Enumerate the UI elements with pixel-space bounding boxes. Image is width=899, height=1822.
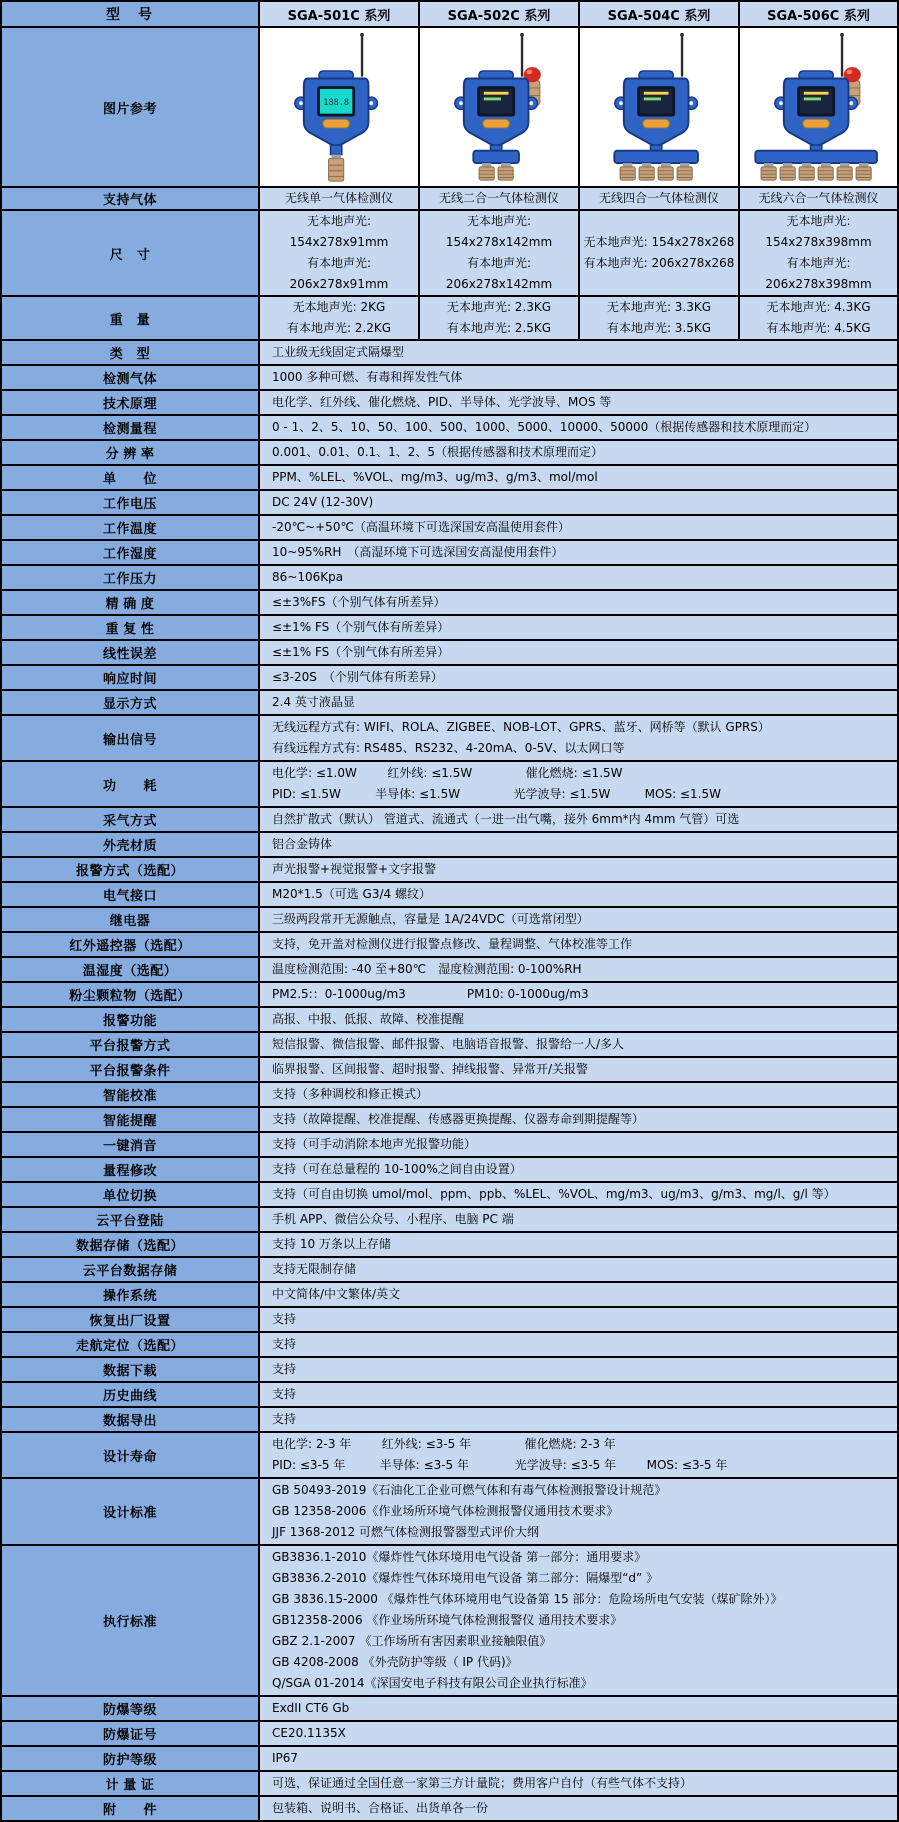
spec-cell [259, 761, 898, 807]
spec-value: 0.001、0.01、0.1、1、2、5（根据传感器和技术原理而定） [272, 445, 604, 459]
spec-value: 无本地声光: 154x278x142mm [445, 214, 553, 249]
spec-cell [259, 1307, 898, 1332]
spec-cell [259, 1257, 898, 1282]
table-row [1, 415, 898, 440]
spec-value: 中文简体/中文繁体/英文 [272, 1287, 401, 1301]
row-label: 量程修改 [1, 1157, 259, 1182]
spec-value: 有线远程方式有: RS485、RS232、4-20mA、0-5V、以太网口等 [272, 741, 625, 755]
spec-cell [259, 340, 898, 365]
spec-cell [259, 540, 898, 565]
row-label: 单 位 [1, 465, 259, 490]
table-row [1, 1382, 898, 1407]
table-row [1, 932, 898, 957]
spec-cell [259, 365, 898, 390]
spec-value: 电化学: 2-3 年 红外线: ≤3-5 年 催化燃烧: 2-3 年 [272, 1437, 616, 1451]
spec-cell [259, 390, 898, 415]
row-label: 平台报警条件 [1, 1057, 259, 1082]
spec-cell [259, 1721, 898, 1746]
spec-cell [259, 690, 898, 715]
spec-value: 支持（可在总量程的 10-100%之间自由设置） [272, 1162, 522, 1176]
spec-cell [259, 1157, 898, 1182]
spec-value: 支持无限制存储 [272, 1262, 357, 1276]
row-label: 数据存储（选配） [1, 1232, 259, 1257]
row-label: 采气方式 [1, 807, 259, 832]
spec-cell [259, 1082, 898, 1107]
image-row-label: 图片参考 [1, 27, 259, 187]
row-label: 报警功能 [1, 1007, 259, 1032]
spec-value: 无本地声光: 3.3KG [606, 300, 712, 314]
row-label: 显示方式 [1, 690, 259, 715]
table-row [1, 982, 898, 1007]
table-row [1, 365, 898, 390]
row-label: 计 量 证 [1, 1771, 259, 1796]
spec-value: 有本地声光: 4.5KG [766, 321, 871, 335]
table-row [1, 1407, 898, 1432]
product-image-sga-501c [259, 27, 419, 187]
spec-cell [259, 1107, 898, 1132]
spec-value: ExdII CT6 Gb [272, 1701, 350, 1715]
table-row [1, 1357, 898, 1382]
spec-value: GB3836.2-2010《爆炸性气体环境用电气设备 第二部分：隔爆型“d” 》 [272, 1571, 659, 1585]
spec-value: 无线四合一气体检测仪 [598, 191, 719, 205]
spec-cell [259, 957, 898, 982]
spec-cell [259, 1057, 898, 1082]
spec-value: GB 50493-2019《石油化工企业可燃气体和有毒气体检测报警设计规范》 [272, 1483, 667, 1497]
table-row [1, 1257, 898, 1282]
table-row [1, 465, 898, 490]
spec-value: 支持 [272, 1312, 297, 1326]
table-row [1, 340, 898, 365]
table-row [1, 615, 898, 640]
spec-cell [259, 907, 898, 932]
row-label: 云平台数据存储 [1, 1257, 259, 1282]
spec-table-body [1, 1, 898, 1821]
spec-value: GB 3836.15-2000 《爆炸性气体环境用电气设备第 15 部分：危险场所电气安装（煤矿除外）》 [272, 1592, 783, 1606]
row-label: 防爆等级 [1, 1696, 259, 1721]
table-row [1, 715, 898, 761]
table-row [1, 1207, 898, 1232]
spec-value: IP67 [272, 1751, 299, 1765]
spec-cell [259, 982, 898, 1007]
spec-value: 铝合金铸体 [272, 837, 333, 851]
row-label: 设计标准 [1, 1478, 259, 1545]
spec-value: ≤±1% FS（个别气体有所差异） [272, 645, 450, 659]
spec-cell [259, 832, 898, 857]
row-label: 类 型 [1, 340, 259, 365]
table-row [1, 1032, 898, 1057]
table-row [1, 590, 898, 615]
spec-cell [259, 415, 898, 440]
row-label: 功 耗 [1, 761, 259, 807]
row-label: 精 确 度 [1, 590, 259, 615]
row-label: 电气接口 [1, 882, 259, 907]
table-row [1, 187, 898, 210]
row-label: 输出信号 [1, 715, 259, 761]
table-row [1, 1545, 898, 1696]
spec-value: GBZ 2.1-2007 《工作场所有害因素职业接触限值》 [272, 1634, 552, 1648]
table-row [1, 1771, 898, 1796]
spec-cell [259, 1771, 898, 1796]
spec-value: GB 4208-2008 《外壳防护等级（ IP 代码)》 [272, 1655, 518, 1669]
spec-value: 无线二合一气体检测仪 [438, 191, 559, 205]
spec-value: 可选，保证通过全国任意一家第三方计量院；费用客户自付（有些气体不支持） [272, 1776, 693, 1790]
spec-cell [259, 1796, 898, 1821]
spec-cell [259, 1545, 898, 1696]
spec-value: 有本地声光: 206x278x398mm [765, 256, 872, 291]
row-label: 恢复出厂设置 [1, 1307, 259, 1332]
spec-value: 支持（故障提醒、校准提醒、传感器更换提醒、仪器寿命到期提醒等） [272, 1112, 645, 1126]
spec-value: PID: ≤3-5 年 半导体: ≤3-5 年 光学波导: ≤3-5 年 MOS: ≤3-5 年 [272, 1458, 728, 1472]
spec-cell [259, 1282, 898, 1307]
spec-value: GB3836.1-2010《爆炸性气体环境用电气设备 第一部分：通用要求》 [272, 1550, 647, 1564]
spec-value: 无本地声光: 4.3KG [766, 300, 871, 314]
row-label: 温湿度（选配） [1, 957, 259, 982]
spec-value: 无本地声光: 2.3KG [446, 300, 552, 314]
spec-cell [259, 565, 898, 590]
spec-cell [259, 807, 898, 832]
spec-value: JJF 1368-2012 可燃气体检测报警器型式评价大纲 [272, 1525, 540, 1539]
spec-value: ≤±3%FS（个别气体有所差异） [272, 595, 446, 609]
table-row [1, 296, 898, 340]
row-label: 线性误差 [1, 640, 259, 665]
row-label: 防护等级 [1, 1746, 259, 1771]
spec-cell [259, 857, 898, 882]
spec-value: CE20.1135X [272, 1726, 346, 1740]
table-row [1, 1157, 898, 1182]
spec-cell [259, 1382, 898, 1407]
spec-cell [259, 615, 898, 640]
row-label: 尺 寸 [1, 210, 259, 296]
spec-value: 支持 [272, 1387, 297, 1401]
row-label: 一键消音 [1, 1132, 259, 1157]
image-row [1, 27, 898, 187]
row-label: 防爆证号 [1, 1721, 259, 1746]
row-label: 工作电压 [1, 490, 259, 515]
spec-value: 支持（可自由切换 umol/mol、ppm、ppb、%LEL、%VOL、mg/m3、ug/m3、g/m3、mg/l、g/l 等） [272, 1187, 836, 1201]
spec-cell [739, 210, 898, 296]
spec-value: 临界报警、区间报警、超时报警、掉线报警、异常开/关报警 [272, 1062, 589, 1076]
table-row [1, 907, 898, 932]
row-label: 继电器 [1, 907, 259, 932]
table-row [1, 1307, 898, 1332]
table-row [1, 1057, 898, 1082]
table-row [1, 1746, 898, 1771]
product-image-sga-504c [579, 27, 739, 187]
spec-value: 10~95%RH （高湿环境下可选深国安高湿使用套件） [272, 545, 564, 559]
row-label: 支持气体 [1, 187, 259, 210]
spec-value: 三级两段常开无源触点，容量是 1A/24VDC（可选常闭型） [272, 912, 589, 926]
table-row [1, 857, 898, 882]
table-row [1, 807, 898, 832]
spec-value: 2.4 英寸液晶显 [272, 695, 355, 709]
spec-value: GB12358-2006 《作业场所环境气体检测报警仪 通用技术要求》 [272, 1613, 623, 1627]
spec-value: 无本地声光: 154x278x91mm [289, 214, 389, 249]
table-row [1, 1082, 898, 1107]
row-label: 报警方式（选配） [1, 857, 259, 882]
table-row [1, 1182, 898, 1207]
spec-value: 包装箱、说明书、合格证、出货单各一份 [272, 1801, 489, 1815]
table-row [1, 565, 898, 590]
spec-cell [579, 187, 739, 210]
spec-cell [259, 490, 898, 515]
table-row [1, 832, 898, 857]
spec-cell [259, 1032, 898, 1057]
spec-cell [259, 715, 898, 761]
spec-value: 短信报警、微信报警、邮件报警、电脑语音报警、报警给一人/多人 [272, 1037, 625, 1051]
row-label: 外壳材质 [1, 832, 259, 857]
row-label: 设计寿命 [1, 1432, 259, 1478]
model-header-sga-502c: SGA-502C 系列 [419, 1, 579, 27]
spec-value: Q/SGA 01-2014《深国安电子科技有限公司企业执行标准》 [272, 1676, 593, 1690]
model-header-sga-501c: SGA-501C 系列 [259, 1, 419, 27]
table-row [1, 1478, 898, 1545]
spec-value: 无线远程方式有: WIFI、ROLA、ZIGBEE、NOB-LOT、GPRS、蓝牙、网桥等（默认 GPRS） [272, 720, 770, 734]
spec-value: -20℃~+50℃（高温环境下可选深国安高温使用套件） [272, 520, 570, 534]
row-label: 工作温度 [1, 515, 259, 540]
spec-value: 手机 APP、微信公众号、小程序、电脑 PC 端 [272, 1212, 514, 1226]
table-row [1, 665, 898, 690]
spec-cell [739, 187, 898, 210]
spec-value: PPM、%LEL、%VOL、mg/m3、ug/m3、g/m3、mol/mol [272, 470, 598, 484]
table-row [1, 1332, 898, 1357]
table-row [1, 1007, 898, 1032]
spec-value: 有本地声光: 206x278x91mm [289, 256, 389, 291]
spec-cell [259, 1232, 898, 1257]
spec-cell [259, 465, 898, 490]
spec-value: 声光报警+视觉报警+文字报警 [272, 862, 437, 876]
spec-cell [739, 296, 898, 340]
spec-value: 支持（多种调校和修正模式） [272, 1087, 429, 1101]
row-label: 检测气体 [1, 365, 259, 390]
spec-value: 电化学: ≤1.0W 红外线: ≤1.5W 催化燃烧: ≤1.5W [272, 766, 623, 780]
row-label: 平台报警方式 [1, 1032, 259, 1057]
spec-value: 有本地声光: 2.5KG [446, 321, 552, 335]
row-label: 云平台登陆 [1, 1207, 259, 1232]
spec-cell [259, 1007, 898, 1032]
spec-cell [259, 1332, 898, 1357]
spec-cell [259, 1207, 898, 1232]
model-header-sga-504c: SGA-504C 系列 [579, 1, 739, 27]
spec-cell [259, 1746, 898, 1771]
spec-value: 有本地声光: 2.2KG [286, 321, 392, 335]
spec-cell [259, 187, 419, 210]
spec-value: 0 - 1、2、5、10、50、100、500、1000、5000、10000、50000（根据传感器和技术原理而定） [272, 420, 817, 434]
spec-value: 无线单一气体检测仪 [284, 191, 393, 205]
row-label: 重 量 [1, 296, 259, 340]
spec-value: 支持 [272, 1362, 297, 1376]
spec-value: GB 12358-2006《作业场所环境气体检测报警仪通用技术要求》 [272, 1504, 619, 1518]
table-row [1, 957, 898, 982]
product-image-sga-506c [739, 27, 898, 187]
table-row [1, 1132, 898, 1157]
spec-value: 无本地声光: 2KG [292, 300, 386, 314]
row-label: 检测量程 [1, 415, 259, 440]
row-label: 附 件 [1, 1796, 259, 1821]
model-header-label: 型 号 [1, 1, 259, 27]
row-label: 响应时间 [1, 665, 259, 690]
spec-cell [419, 296, 579, 340]
table-row [1, 1696, 898, 1721]
spec-cell [259, 1432, 898, 1478]
row-label: 智能校准 [1, 1082, 259, 1107]
spec-cell [259, 440, 898, 465]
spec-cell [259, 1132, 898, 1157]
spec-value: PM2.5:：0-1000ug/m3 PM10: 0-1000ug/m3 [272, 987, 589, 1001]
table-row [1, 761, 898, 807]
table-row [1, 1796, 898, 1821]
table-row [1, 1107, 898, 1132]
spec-value: 无本地声光: 154x278x398mm [765, 214, 872, 249]
table-row [1, 540, 898, 565]
spec-value: 支持（可手动消除本地声光报警功能） [272, 1137, 477, 1151]
model-header-sga-506c: SGA-506C 系列 [739, 1, 898, 27]
spec-cell [259, 1696, 898, 1721]
spec-value: M20*1.5（可选 G3/4 螺纹） [272, 887, 431, 901]
row-label: 粉尘颗粒物（选配） [1, 982, 259, 1007]
spec-value: DC 24V (12-30V) [272, 495, 374, 509]
spec-value: 有本地声光: 206x278x142mm [445, 256, 553, 291]
spec-value: 无本地声光: 154x278x268 [583, 235, 735, 249]
row-label: 工作压力 [1, 565, 259, 590]
spec-cell [259, 1182, 898, 1207]
table-row [1, 210, 898, 296]
spec-value: 工业级无线固定式隔爆型 [272, 345, 405, 359]
spec-cell [419, 210, 579, 296]
row-label: 工作湿度 [1, 540, 259, 565]
spec-cell [259, 515, 898, 540]
spec-cell [419, 187, 579, 210]
row-label: 重 复 性 [1, 615, 259, 640]
spec-value: 支持 [272, 1337, 297, 1351]
row-label: 走航定位（选配） [1, 1332, 259, 1357]
spec-cell [259, 1357, 898, 1382]
spec-value: 电化学、红外线、催化燃烧、PID、半导体、光学波导、MOS 等 [272, 395, 612, 409]
row-label: 数据下载 [1, 1357, 259, 1382]
table-row [1, 640, 898, 665]
table-row [1, 690, 898, 715]
spec-value: 有本地声光: 3.5KG [606, 321, 712, 335]
table-row [1, 515, 898, 540]
spec-cell [259, 1478, 898, 1545]
product-image-sga-502c [419, 27, 579, 187]
spec-cell [579, 296, 739, 340]
spec-value: 自然扩散式（默认） 管道式、流通式（一进一出气嘴，接外 6mm*内 4mm 气管）可选 [272, 812, 740, 826]
spec-cell [259, 882, 898, 907]
spec-value: 温度检测范围: -40 至+80℃ 湿度检测范围: 0-100%RH [272, 962, 582, 976]
row-label: 历史曲线 [1, 1382, 259, 1407]
row-label: 分 辨 率 [1, 440, 259, 465]
spec-value: 有本地声光: 206x278x268 [583, 256, 735, 270]
spec-value: PID: ≤1.5W 半导体: ≤1.5W 光学波导: ≤1.5W MOS: ≤1.5W [272, 787, 721, 801]
spec-cell [259, 640, 898, 665]
spec-cell [579, 210, 739, 296]
spec-value: 86~106Kpa [272, 570, 344, 584]
row-label: 单位切换 [1, 1182, 259, 1207]
table-row [1, 440, 898, 465]
spec-cell [259, 932, 898, 957]
table-row [1, 1232, 898, 1257]
spec-cell [259, 210, 419, 296]
header-row [1, 1, 898, 27]
spec-value: 支持，免开盖对检测仪进行报警点修改、量程调整、气体校准等工作 [272, 937, 633, 951]
spec-value: 无线六合一气体检测仪 [758, 191, 879, 205]
spec-value: 支持 [272, 1412, 297, 1426]
row-label: 智能提醒 [1, 1107, 259, 1132]
spec-cell [259, 590, 898, 615]
row-label: 执行标准 [1, 1545, 259, 1696]
row-label: 数据导出 [1, 1407, 259, 1432]
svg-text:188.8: 188.8 [323, 98, 350, 109]
table-row [1, 1432, 898, 1478]
spec-value: 高报、中报、低报、故障、校准提醒 [272, 1012, 465, 1026]
table-row [1, 1282, 898, 1307]
table-row [1, 390, 898, 415]
table-row [1, 490, 898, 515]
spec-cell [259, 296, 419, 340]
row-label: 红外遥控器（选配） [1, 932, 259, 957]
spec-value: 支持 10 万条以上存储 [272, 1237, 391, 1251]
spec-cell [259, 1407, 898, 1432]
spec-value: ≤3-20S （个别气体有所差异） [272, 670, 443, 684]
table-row [1, 1721, 898, 1746]
row-label: 操作系统 [1, 1282, 259, 1307]
spec-value: 1000 多种可燃、有毒和挥发性气体 [272, 370, 463, 384]
table-row [1, 882, 898, 907]
spec-value: ≤±1% FS（个别气体有所差异） [272, 620, 450, 634]
spec-cell [259, 665, 898, 690]
row-label: 技术原理 [1, 390, 259, 415]
